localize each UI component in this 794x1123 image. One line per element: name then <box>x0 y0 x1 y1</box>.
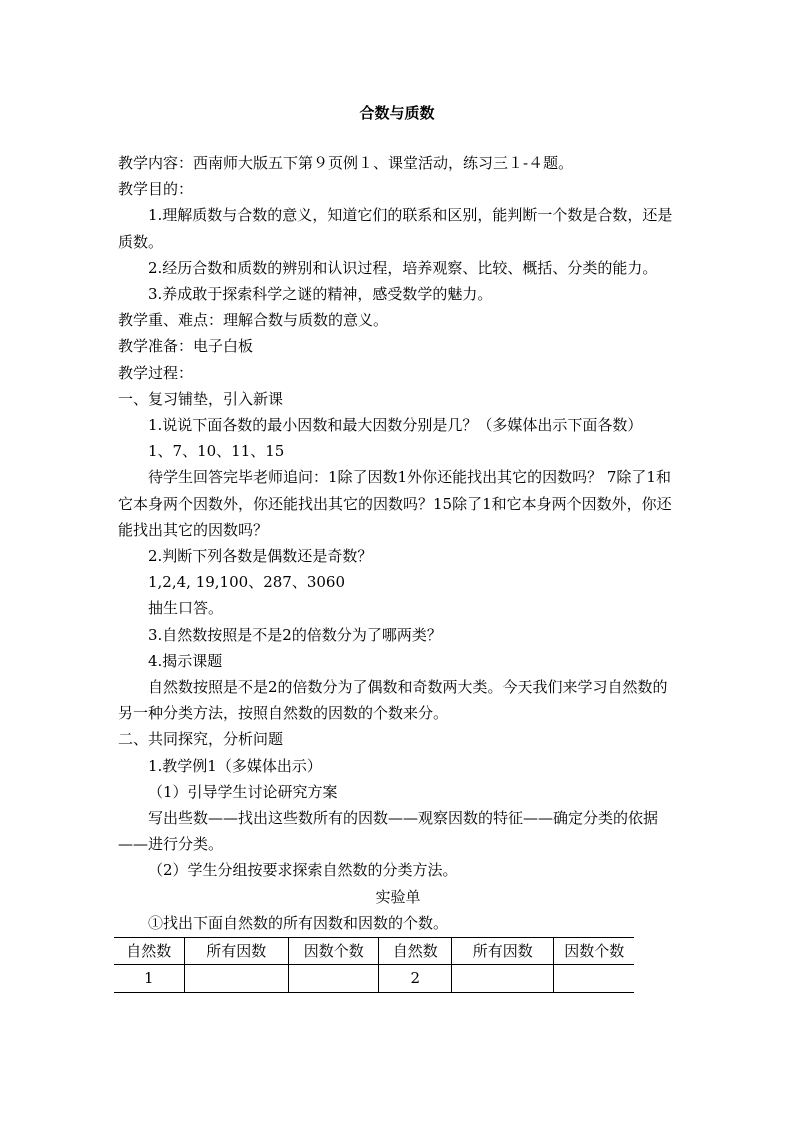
worksheet-title: 实验单 <box>375 887 421 906</box>
factor-table <box>114 937 634 992</box>
goal-2: 2.经历合数和质数的辨别和认识过程，培养观察、比较、概括、分类的能力。 <box>148 258 658 277</box>
review-question-3: 3.自然数按照是不是2的倍数分为了哪两类？ <box>148 625 442 644</box>
table-cell <box>452 965 554 992</box>
section-2-heading: 二、共同探究，分析问题 <box>118 730 284 749</box>
table-header: 因数个数 <box>554 938 634 965</box>
key-points: 教学重、难点：理解合数与质数的意义。 <box>118 311 389 330</box>
teaching-goals-heading: 教学目的： <box>118 180 194 199</box>
number-list-1: 1、7、10、11、15 <box>148 442 285 461</box>
teaching-preparation: 教学准备：电子白板 <box>118 337 254 356</box>
topic-explanation: 自然数按照是不是2的倍数分为了偶数和奇数两大类。今天我们来学习自然数的另一种分类方法，按照自然数的因数的个数来分。 <box>118 678 668 723</box>
review-question-1: 1.说说下面各数的最小因数和最大因数分别是几？（多媒体出示下面各数） <box>148 416 643 435</box>
table-header: 自然数 <box>379 938 452 965</box>
worksheet-instruction: ①找出下面自然数的所有因数和因数的个数。 <box>148 913 449 932</box>
document-body <box>118 150 678 993</box>
reveal-topic: 4.揭示课题 <box>148 651 223 670</box>
table-cell <box>554 965 634 992</box>
table-row <box>114 965 634 992</box>
table-header: 所有因数 <box>184 938 288 965</box>
research-plan: 写出些数——找出这些数所有的因数——观察因数的特征——确定分类的依据——进行分类。 <box>118 809 659 854</box>
example-1: 1.教学例1（多媒体出示） <box>148 756 322 775</box>
teaching-content: 教学内容：西南师大版五下第９页例１、课堂活动，练习三１-４题。 <box>118 154 574 172</box>
table-cell <box>184 965 288 992</box>
step-2: （2）学生分组按要求探索自然数的分类方法。 <box>148 861 458 880</box>
table-header: 所有因数 <box>452 938 554 965</box>
step-1: （1）引导学生讨论研究方案 <box>148 782 338 801</box>
table-header-row <box>114 938 634 965</box>
oral-answer: 抽生口答。 <box>148 599 224 618</box>
table-cell: 1 <box>114 965 184 992</box>
number-list-2: 1,2,4, 19,100、287、3060 <box>148 573 345 592</box>
table-cell <box>288 965 378 992</box>
follow-up-question: 待学生回答完毕老师追问：1除了因数1外你还能找出其它的因数吗？ 7除了1和它本身两个因数外，你还能找出其它的因数吗？15除了1和它本身两个因数外，你还能找出其它的因数吗？ <box>118 468 672 539</box>
section-1-heading: 一、复习铺垫，引入新课 <box>118 389 284 408</box>
table-header: 自然数 <box>114 938 184 965</box>
review-question-2: 2.判断下列各数是偶数还是奇数？ <box>148 547 373 566</box>
teaching-process-heading: 教学过程： <box>118 363 194 382</box>
goal-1: 1.理解质数与合数的意义，知道它们的联系和区别，能判断一个数是合数，还是质数。 <box>118 206 673 251</box>
table-header: 因数个数 <box>288 938 378 965</box>
goal-3: 3.养成敢于探索科学之谜的精神，感受数学的魅力。 <box>148 285 493 304</box>
document-title: 合数与质数 <box>359 104 435 122</box>
table-cell: 2 <box>379 965 452 992</box>
